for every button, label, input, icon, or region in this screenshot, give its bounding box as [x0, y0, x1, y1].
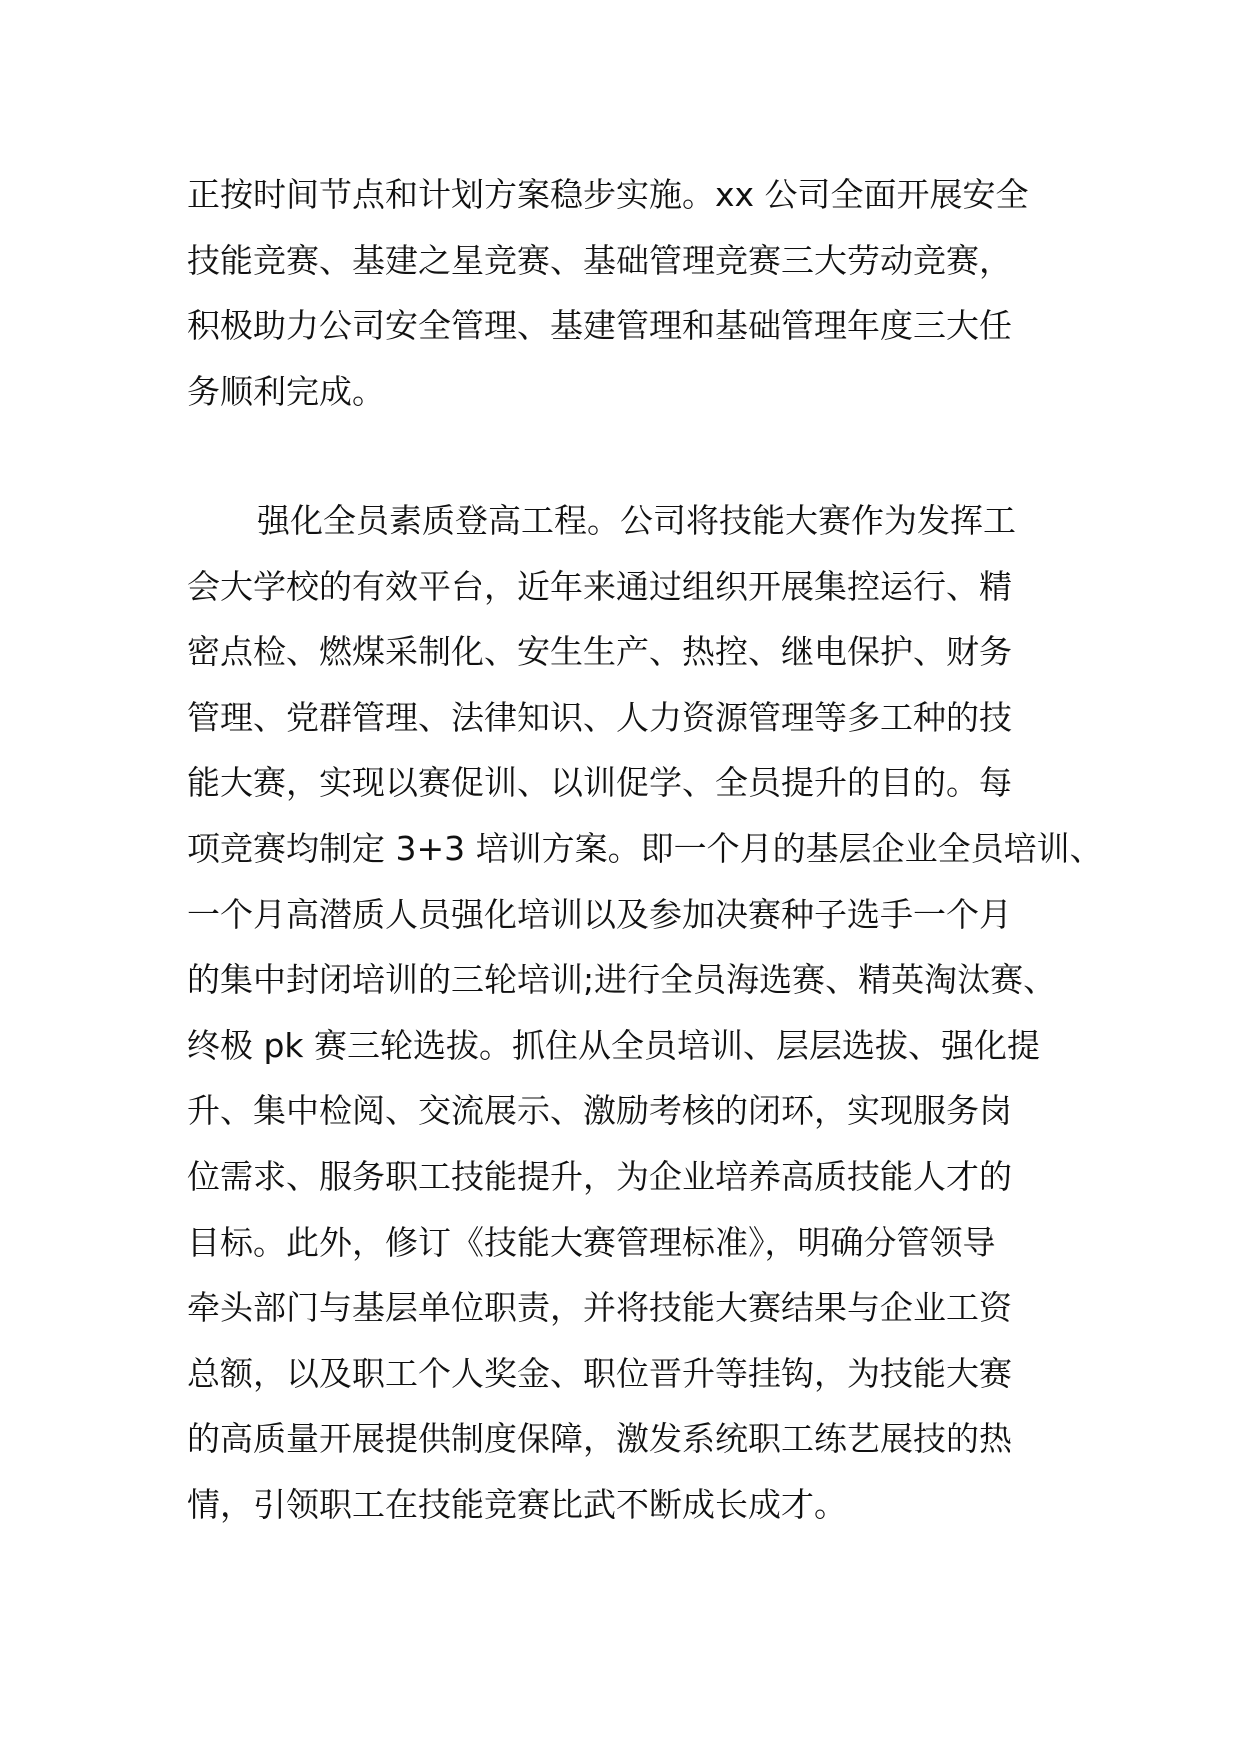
text-line: 总额，以及职工个人奖金、职位晋升等挂钩，为技能大赛 — [187, 1353, 1012, 1393]
text-line: 技能竞赛、基建之星竞赛、基础管理竞赛三大劳动竞赛， — [187, 240, 1012, 280]
text-line: 的集中封闭培训的三轮培训;进行全员海选赛、精英淘汰赛、 — [187, 960, 1057, 1000]
text-line: 终极 pk 赛三轮选拔。抓住从全员培训、层层选拔、强化提 — [187, 1025, 1041, 1065]
text-line: 升、集中检阅、交流展示、激励考核的闭环，实现服务岗 — [187, 1091, 1012, 1131]
text-line: 务顺利完成。 — [187, 371, 385, 411]
text-line: 牵头部门与基层单位职责，并将技能大赛结果与企业工资 — [187, 1288, 1012, 1328]
text-line: 位需求、服务职工技能提升，为企业培养高质技能人才的 — [187, 1156, 1012, 1196]
text-line: 积极助力公司安全管理、基建管理和基础管理年度三大任 — [187, 306, 1012, 346]
text-line: 能大赛，实现以赛促训、以训促学、全员提升的目的。每 — [187, 763, 1012, 803]
text-line: 的高质量开展提供制度保障，激发系统职工练艺展技的热 — [187, 1419, 1012, 1459]
text-line: 强化全员素质登高工程。公司将技能大赛作为发挥工 — [257, 501, 1016, 540]
paragraph-continuation — [187, 162, 1067, 424]
text-line: 会大学校的有效平台，近年来通过组织开展集控运行、精 — [187, 566, 1012, 606]
paragraph-skills-competition — [187, 488, 1103, 1538]
text-line: 情，引领职工在技能竞赛比武不断成长成才。 — [187, 1484, 847, 1524]
text-line: 密点检、燃煤采制化、安生生产、热控、继电保护、财务 — [187, 632, 1012, 672]
text-line: 一个月高潜质人员强化培训以及参加决赛种子选手一个月 — [187, 894, 1012, 934]
text-line: 目标。此外，修订《技能大赛管理标准》，明确分管领导 — [187, 1222, 996, 1262]
text-line: 项竞赛均制定 3+3 培训方案。即一个月的基层企业全员培训、 — [187, 828, 1103, 868]
text-line: 正按时间节点和计划方案稳步实施。xx 公司全面开展安全 — [187, 175, 1029, 214]
text-line: 管理、党群管理、法律知识、人力资源管理等多工种的技 — [187, 697, 1012, 737]
